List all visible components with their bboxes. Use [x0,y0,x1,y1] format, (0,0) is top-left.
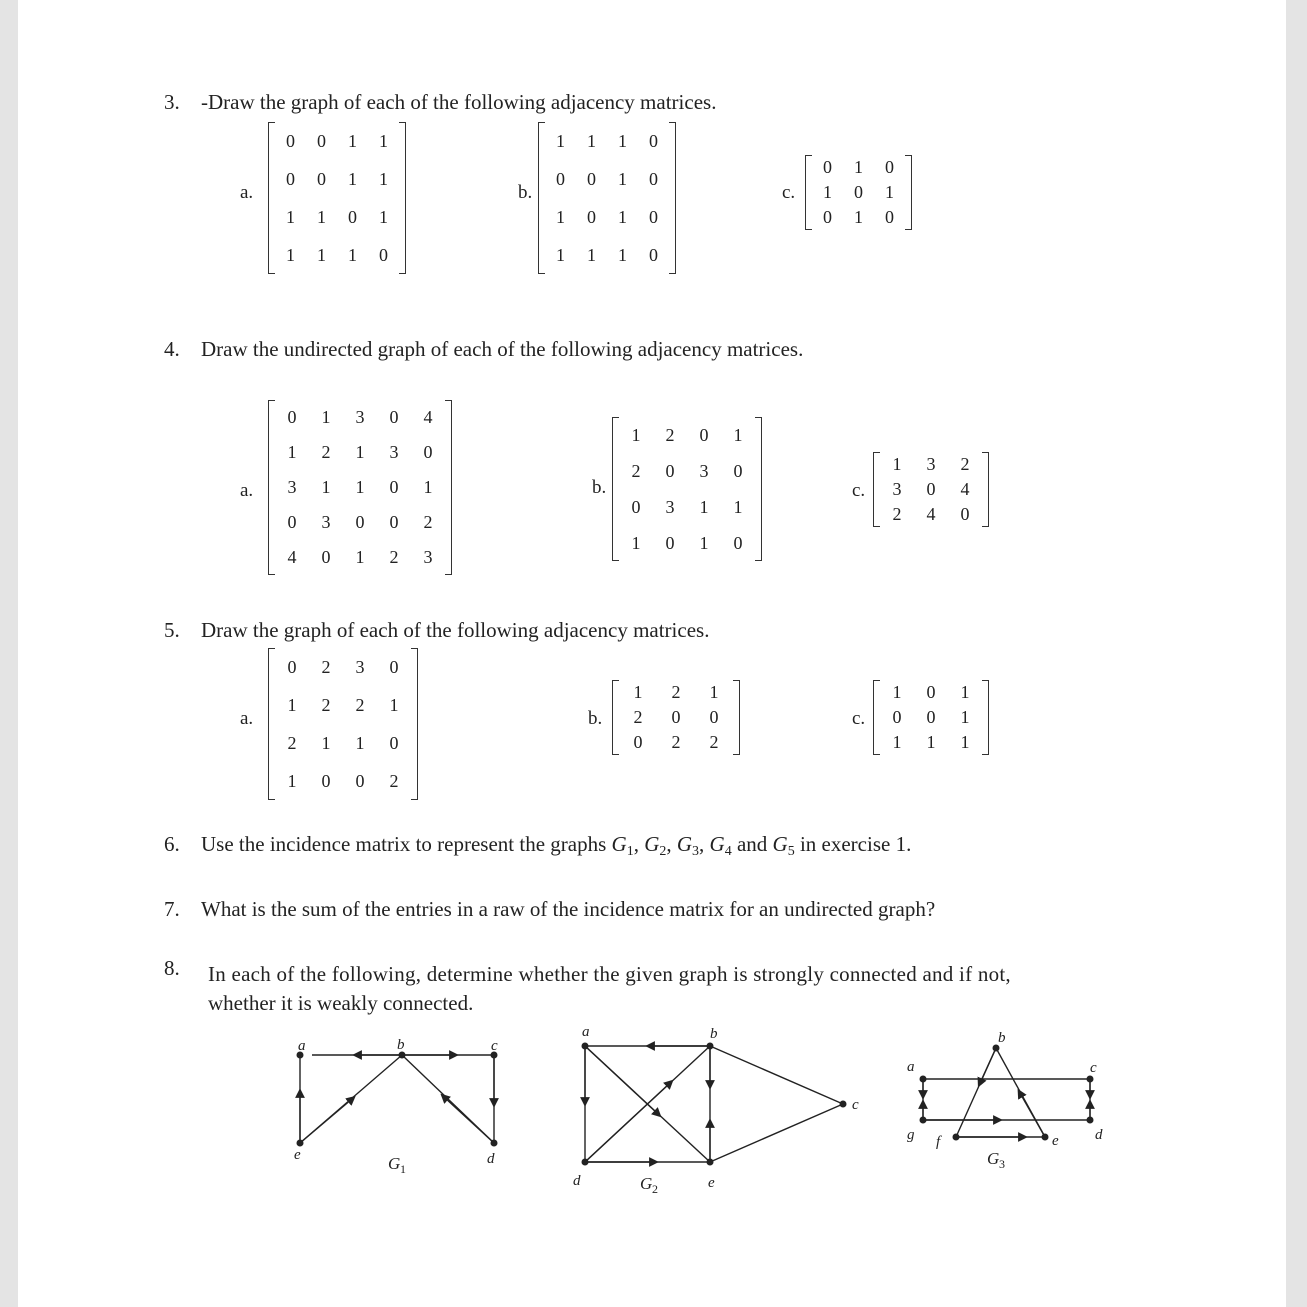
matrix-cell: 0 [389,656,399,677]
q6-g2: G [644,832,660,856]
matrix-cell: 1 [960,707,970,727]
matrix-cell: 1 [631,424,641,445]
matrix-cell: 1 [960,732,970,752]
q3b-matrix [538,122,676,274]
q8-number: 8. [164,956,180,980]
matrix-cell: 1 [854,157,863,177]
matrix-cell: 1 [733,496,743,517]
g3-arrow-b-f [980,1048,996,1083]
matrix-cell: 1 [423,477,433,497]
matrix-row [619,489,755,525]
matrix-brackets [873,452,989,527]
q6-and: and [731,832,773,856]
matrix-cell: 2 [389,547,399,567]
g2-name-sub: 2 [652,1182,658,1196]
matrix-cell: 1 [587,244,596,265]
q4b-matrix [612,417,762,561]
matrix-brackets [268,122,406,274]
matrix-cell: 1 [389,694,399,715]
matrix-cell: 1 [355,442,365,462]
matrix-cell: 0 [649,130,658,151]
matrix-cell: 0 [587,206,596,227]
matrix-cell: 1 [348,168,357,189]
matrix-cell: 0 [317,130,326,151]
q3b-label: b. [518,182,533,203]
q3a-matrix [268,122,406,274]
matrix-cell: 2 [892,504,902,524]
matrix-cell: 1 [286,244,295,265]
q5b-label: b. [588,708,603,729]
matrix-cell: 1 [892,682,902,702]
q6-sep3: , [699,832,710,856]
matrix-row [545,122,669,160]
g3-vertex-d [1087,1117,1094,1124]
g3-name: G [987,1149,1000,1168]
matrix-cell: 4 [287,547,297,567]
matrix-row [619,730,733,755]
matrix-cell: 2 [287,732,297,753]
q5-number: 5. [164,618,180,642]
q4c-label: c. [852,480,866,501]
g2-label-d: d [573,1173,581,1189]
q5-text: Draw the graph of each of the following adjacency matrices. [201,618,710,642]
g2-edge-e-c [710,1104,843,1162]
q6-number: 6. [164,832,180,856]
matrix-row [619,525,755,561]
g2-label-c: c [852,1097,859,1113]
q3-text: -Draw the graph of each of the following adjacency matrices. [201,90,717,114]
matrix-cell: 0 [287,407,297,427]
q6-g5: G [772,832,788,856]
matrix-cell: 1 [379,130,388,151]
matrix-cell: 1 [926,732,936,752]
q6-sep2: , [666,832,677,856]
matrix-row [275,236,399,274]
g3-name-sub: 3 [999,1157,1005,1171]
matrix-brackets [268,400,452,575]
matrix-row [275,686,411,724]
q8-graphs [18,1015,1286,1205]
matrix-cell: 0 [286,130,295,151]
matrix-cell: 0 [389,407,399,427]
matrix-cell: 1 [286,206,295,227]
matrix-cell: 0 [286,168,295,189]
matrix-cell: 1 [631,532,641,553]
q5c-label: c. [852,708,866,729]
matrix-cell: 0 [287,656,297,677]
matrix-cell: 4 [926,504,936,524]
matrix-cell: 0 [355,512,365,532]
q4c-matrix [873,452,989,527]
matrix-cell: 1 [618,168,627,189]
matrix-cell: 1 [355,547,365,567]
matrix-cell: 3 [423,547,433,567]
matrix-row [275,505,445,540]
g2-vertex-c [840,1101,847,1108]
matrix-cell: 0 [321,547,331,567]
matrix-cell: 0 [926,479,936,499]
matrix-cell: 2 [321,442,331,462]
matrix-cell: 3 [665,496,675,517]
q6-g3-sub: 3 [692,844,700,859]
document-page [18,0,1286,1307]
matrix-row [275,160,399,198]
q6-g4-sub: 4 [724,844,732,859]
q4a-matrix [268,400,452,575]
matrix-cell: 1 [823,182,832,202]
q3c-label: c. [782,182,796,203]
matrix-cell: 1 [618,130,627,151]
q4b-label: b. [592,477,607,498]
g3-label-a: a [907,1059,915,1075]
matrix-cell: 0 [892,707,902,727]
matrix-cell: 1 [699,532,709,553]
g1-label-b: b [397,1037,405,1053]
matrix-cell: 1 [892,454,902,474]
matrix-cell: 1 [379,206,388,227]
matrix-cell: 3 [892,479,902,499]
matrix-row [619,453,755,489]
matrix-cell: 1 [287,770,297,791]
g3-arrow-e-b [1020,1093,1045,1137]
g2-label-e: e [708,1175,715,1191]
matrix-cell: 0 [665,460,675,481]
matrix-cell: 3 [287,477,297,497]
q6-text-after: in exercise 1. [794,832,912,856]
g1-label-d: d [487,1151,495,1167]
graph-g3 [923,1048,1090,1137]
matrix-cell: 1 [709,682,719,702]
matrix-cell: 1 [892,732,902,752]
matrix-cell: 0 [287,512,297,532]
g3-label-f: f [936,1134,941,1150]
matrix-row [880,730,982,755]
g3-vertex-f [953,1134,960,1141]
matrix-row [880,705,982,730]
matrix-cell: 1 [321,407,331,427]
matrix-cell: 0 [631,496,641,517]
q3a-label: a. [240,182,254,203]
matrix-row [880,452,982,477]
matrix-brackets [873,680,989,755]
matrix-cell: 3 [699,460,709,481]
matrix-row [545,198,669,236]
g3-label-d: d [1095,1127,1103,1143]
matrix-cell: 0 [389,477,399,497]
matrix-cell: 2 [321,694,331,715]
matrix-brackets [805,155,912,230]
matrix-cell: 0 [733,532,743,553]
matrix-cell: 1 [587,130,596,151]
matrix-cell: 1 [556,130,565,151]
matrix-cell: 0 [321,770,331,791]
g3-label-e: e [1052,1133,1059,1149]
matrix-cell: 1 [355,477,365,497]
q6-g4: G [709,832,725,856]
matrix-row [275,762,411,800]
matrix-cell: 1 [556,244,565,265]
matrix-brackets [612,417,762,561]
matrix-cell: 2 [671,732,681,752]
matrix-cell: 1 [960,682,970,702]
matrix-row [619,705,733,730]
matrix-cell: 0 [556,168,565,189]
matrix-cell: 1 [321,732,331,753]
matrix-cell: 3 [355,407,365,427]
matrix-cell: 2 [709,732,719,752]
matrix-cell: 3 [355,656,365,677]
matrix-cell: 0 [709,707,719,727]
matrix-cell: 0 [885,157,894,177]
matrix-brackets [538,122,676,274]
g2-vertex-e [707,1159,714,1166]
matrix-cell: 0 [317,168,326,189]
matrix-cell: 0 [348,206,357,227]
g1-arrow-d-b [444,1097,494,1143]
q5a-label: a. [240,708,254,729]
q4-text: Draw the undirected graph of each of the following adjacency matrices. [201,337,804,361]
matrix-row [275,435,445,470]
q8-line2: whether it is weakly connected. [208,991,474,1015]
matrix-cell: 1 [348,130,357,151]
matrix-cell: 0 [389,732,399,753]
matrix-cell: 2 [960,454,970,474]
g3-vertex-a [920,1076,927,1083]
matrix-cell: 0 [926,707,936,727]
matrix-row [275,724,411,762]
matrix-cell: 0 [355,770,365,791]
matrix-cell: 2 [633,707,643,727]
matrix-cell: 1 [317,244,326,265]
matrix-cell: 4 [423,407,433,427]
matrix-cell: 1 [556,206,565,227]
matrix-row [275,540,445,575]
matrix-cell: 2 [631,460,641,481]
matrix-cell: 0 [587,168,596,189]
matrix-cell: 2 [671,682,681,702]
matrix-cell: 0 [854,182,863,202]
matrix-cell: 1 [321,477,331,497]
g2-vertex-d [582,1159,589,1166]
matrix-brackets [612,680,740,755]
g1-label-e: e [294,1147,301,1163]
q5b-matrix [612,680,740,755]
matrix-cell: 1 [618,206,627,227]
matrix-cell: 0 [633,732,643,752]
matrix-cell: 0 [885,207,894,227]
g2-edge-b-c [710,1046,843,1104]
g3-label-b: b [998,1030,1006,1046]
matrix-cell: 0 [665,532,675,553]
g1-vertex-d [491,1140,498,1147]
g2-label-a: a [582,1024,590,1040]
matrix-cell: 1 [854,207,863,227]
g1-name-sub: 1 [400,1162,406,1176]
q5c-matrix [873,680,989,755]
matrix-cell: 0 [649,206,658,227]
matrix-row [275,198,399,236]
matrix-cell: 0 [960,504,970,524]
matrix-cell: 0 [423,442,433,462]
q7-text: What is the sum of the entries in a raw of the incidence matrix for an undirected graph? [201,897,936,921]
q4a-label: a. [240,480,254,501]
matrix-row [812,180,905,205]
g2-arrow-d-b [585,1083,670,1162]
matrix-row [880,477,982,502]
matrix-cell: 3 [926,454,936,474]
q6-g5-sub: 5 [787,844,795,859]
q3c-matrix [805,155,912,230]
q6-g3: G [676,832,693,856]
matrix-cell: 0 [649,168,658,189]
matrix-cell: 0 [733,460,743,481]
matrix-cell: 3 [321,512,331,532]
matrix-cell: 1 [618,244,627,265]
q6-g1-sub: 1 [626,844,634,859]
g1-vertex-e [297,1140,304,1147]
matrix-cell: 0 [649,244,658,265]
matrix-cell: 3 [389,442,399,462]
matrix-cell: 1 [699,496,709,517]
matrix-cell: 1 [348,244,357,265]
graph-g2 [585,1046,843,1162]
g3-vertex-e [1042,1134,1049,1141]
g3-label-c: c [1090,1060,1097,1076]
q5a-matrix [268,648,418,800]
matrix-row [812,205,905,230]
matrix-cell: 1 [287,694,297,715]
g1-label-c: c [491,1038,498,1054]
matrix-cell: 1 [287,442,297,462]
matrix-cell: 0 [823,157,832,177]
q6-sep1: , [633,832,645,856]
matrix-row [275,400,445,435]
matrix-row [275,122,399,160]
matrix-cell: 0 [699,424,709,445]
matrix-row [619,417,755,453]
g3-vertex-c [1087,1076,1094,1083]
matrix-cell: 0 [926,682,936,702]
g2-name: G [640,1174,653,1193]
matrix-cell: 4 [960,479,970,499]
matrix-row [275,470,445,505]
matrix-cell: 2 [355,694,365,715]
q6-text-before: Use the incidence matrix to represent the graphs [201,832,612,856]
matrix-cell: 1 [355,732,365,753]
g1-arrow-e-b [300,1099,352,1143]
g3-label-g: g [907,1127,915,1143]
g1-name: G [388,1154,401,1173]
matrix-cell: 1 [317,206,326,227]
matrix-cell: 0 [671,707,681,727]
q8-line1: In each of the following, determine whether the given graph is strongly connected and if not, [208,962,1011,986]
matrix-row [880,680,982,705]
matrix-brackets [268,648,418,800]
matrix-row [545,160,669,198]
graph-g1 [300,1055,494,1143]
q7-number: 7. [164,897,180,921]
matrix-cell: 2 [321,656,331,677]
g2-vertex-a [582,1043,589,1050]
matrix-cell: 0 [389,512,399,532]
matrix-cell: 0 [379,244,388,265]
matrix-cell: 0 [823,207,832,227]
g2-vertex-b [707,1043,714,1050]
matrix-row [619,680,733,705]
matrix-cell: 1 [633,682,643,702]
g3-vertex-g [920,1117,927,1124]
matrix-cell: 2 [423,512,433,532]
q4-number: 4. [164,337,180,361]
matrix-cell: 1 [379,168,388,189]
matrix-cell: 2 [389,770,399,791]
q6-text [201,832,911,857]
matrix-row [275,648,411,686]
matrix-cell: 1 [733,424,743,445]
q6-g2-sub: 2 [659,844,667,859]
matrix-row [880,502,982,527]
g1-label-a: a [298,1038,306,1054]
g2-label-b: b [710,1026,718,1042]
matrix-row [545,236,669,274]
q6-g1: G [611,832,627,856]
matrix-row [812,155,905,180]
q3-number: 3. [164,90,180,114]
matrix-cell: 1 [885,182,894,202]
matrix-cell: 2 [665,424,675,445]
